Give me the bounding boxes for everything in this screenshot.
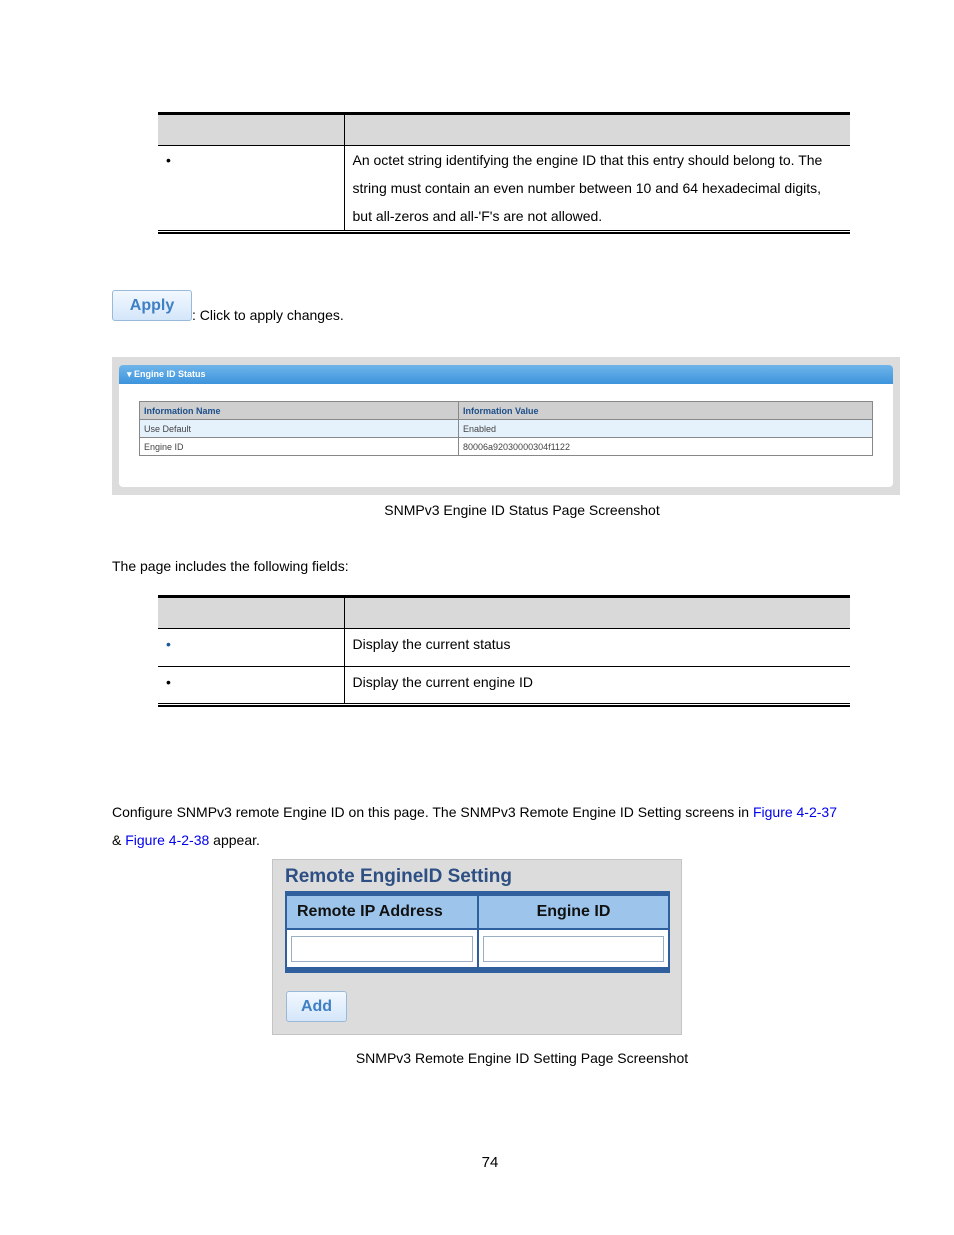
engine-id-status-screenshot [112, 357, 900, 495]
header-information-value: Information Value [459, 402, 873, 420]
status-table-header [140, 402, 873, 420]
fields-intro: The page includes the following fields: [112, 558, 349, 574]
table-row [158, 145, 850, 231]
table-row [158, 666, 850, 704]
apply-button[interactable]: Apply [112, 290, 192, 321]
intro-text: & [112, 832, 126, 848]
bullet: • [166, 635, 171, 652]
remote-table-header [286, 896, 669, 929]
engine-id-input[interactable] [483, 936, 664, 962]
table-header-row [158, 598, 850, 628]
table-bottom-rule [158, 703, 850, 707]
status-panel [119, 365, 893, 487]
status-fields-table [158, 598, 850, 704]
header-engine-id: Engine ID [478, 896, 669, 929]
intro-text: Configure SNMPv3 remote Engine ID on this page. The SNMPv3 Remote Engine ID Setting screens in [112, 804, 753, 820]
remote-engineid-table [285, 896, 670, 967]
collapse-arrow-icon: ▾ [127, 369, 132, 379]
bullet: • [166, 151, 171, 168]
table-header-row [158, 115, 850, 145]
remote-ip-input[interactable] [291, 936, 473, 962]
engine-id-cell [478, 929, 669, 967]
remote-ip-cell [286, 929, 478, 967]
use-default-description: Display the current status [344, 628, 850, 666]
remote-caption: SNMPv3 Remote Engine ID Setting Page Screenshot [355, 1050, 689, 1066]
figure-link[interactable]: Figure 4-2-37 [752, 804, 837, 820]
row-name: Engine ID [140, 438, 459, 456]
status-caption: SNMPv3 Engine ID Status Page Screenshot [384, 502, 660, 518]
status-panel-header[interactable] [119, 365, 893, 384]
bullet: • [166, 673, 171, 690]
apply-description: : Click to apply changes. [192, 307, 344, 323]
row-value: Enabled [459, 420, 873, 438]
table-row [286, 929, 669, 967]
header-information-name: Information Name [140, 402, 459, 420]
engine-id-param-table [158, 115, 850, 231]
table-row [140, 420, 873, 438]
remote-engineid-screenshot [272, 859, 682, 1035]
intro-text: appear. [209, 832, 260, 848]
engine-id-field-description: Display the current engine ID [352, 673, 534, 690]
status-table [139, 401, 873, 456]
remote-panel-title: Remote EngineID Setting [285, 866, 512, 887]
engine-id-description: An octet string identifying the engine ID that this entry should belong to. The string must contain an even number between 10 and 64 hexadecimal digits, but all-zeros and all-'F's are not allowed. [352, 151, 823, 224]
table-row [140, 438, 873, 456]
row-value: 80006a92030000304f1122 [459, 438, 873, 456]
page-number: 74 [481, 1154, 499, 1171]
table-bottom-rule [158, 230, 850, 234]
figure-link[interactable]: Figure 4-2-38 [125, 832, 210, 848]
row-name: Use Default [140, 420, 459, 438]
table-row [158, 628, 850, 666]
table-bottom-bar [285, 967, 670, 973]
add-button[interactable]: Add [286, 991, 347, 1022]
header-remote-ip: Remote IP Address [286, 896, 478, 929]
status-panel-title: Engine ID Status [134, 369, 206, 379]
remote-intro-paragraph [112, 798, 852, 854]
